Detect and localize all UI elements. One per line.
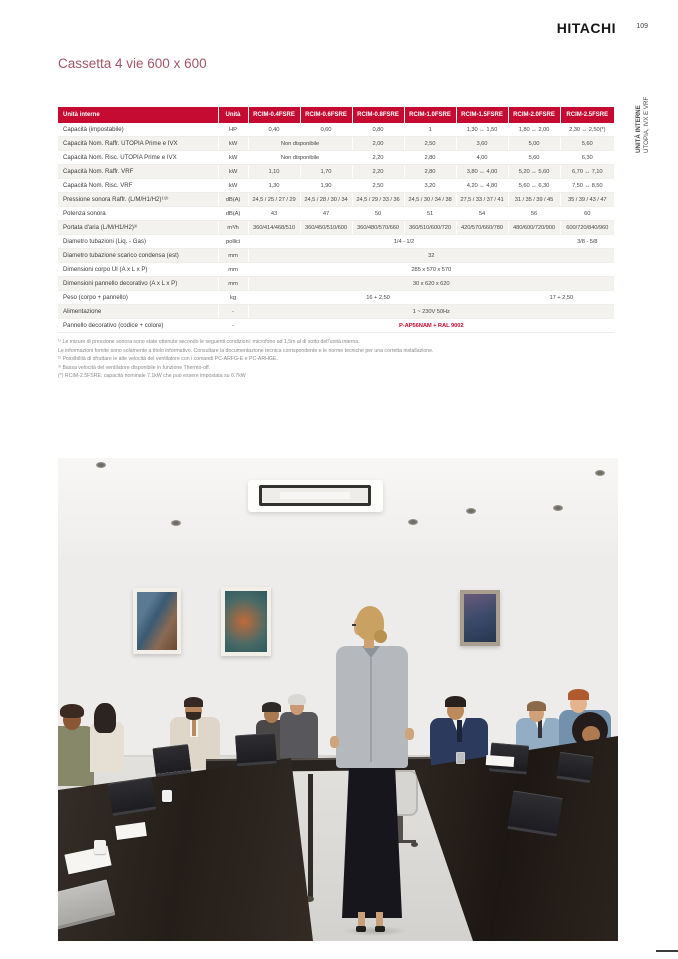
spec-row (58, 263, 614, 277)
spec-table (58, 107, 614, 333)
recessed-light-icon (595, 470, 605, 476)
spec-value: 54 (456, 207, 508, 221)
spec-value: 16 + 2,50 (248, 291, 508, 305)
spec-row (58, 291, 614, 305)
side-tab-line1: UNITÀ INTERNE (635, 105, 642, 153)
row-label: Diametro tubazione scarico condensa (est) (58, 249, 218, 263)
footnote-line: ¹⁾ Le misure di pressione sonora sono state ottenute secondo le seguenti condizioni: microfono ad 1,5m al di sotto dell'unità interna. (58, 339, 360, 345)
footnote-line: Le informazioni fornite sono solamente a titolo informativo. Consultare la documentazione tecnica corrispondente e le norme tecniche per una corretta installazione. (58, 347, 434, 354)
spec-value: 1,30 ↔ 1,50 (456, 123, 508, 137)
spec-value: 24,5 / 25 / 27 / 29 (248, 193, 300, 207)
spec-value: 17 + 2,50 (508, 291, 614, 305)
meeting-room-photo (58, 458, 618, 941)
footnote-line: ²⁾ Possibilità di sfruttare le alte velocità del ventilatore con i comandi PC-ARFG-E e PC-ARHGE. (58, 356, 278, 363)
spec-row (58, 305, 614, 319)
spec-value: 24,5 / 28 / 30 / 34 (300, 193, 352, 207)
spec-value: 2,80 (404, 151, 456, 165)
spec-value: Non disponibile (248, 151, 352, 165)
column-header-model: RCIM-1.0FSRE (404, 107, 456, 123)
column-header-model: RCIM-0.6FSRE (300, 107, 352, 123)
spec-row (58, 151, 614, 165)
spec-row (58, 165, 614, 179)
row-label: Potenza sonora (58, 207, 218, 221)
spec-value: 3,20 (404, 179, 456, 193)
spec-row (58, 319, 614, 333)
recessed-light-icon (466, 508, 476, 514)
spec-value: 3,80 ↔ 4,00 (456, 165, 508, 179)
page-title: Cassetta 4 vie 600 x 600 (58, 56, 207, 71)
row-unit: - (218, 319, 248, 333)
row-label: Peso (corpo + pannello) (58, 291, 218, 305)
laptop (152, 744, 191, 777)
recessed-light-icon (408, 519, 418, 525)
spec-value: 47 (300, 207, 352, 221)
spec-value: 360/450/510/600 (300, 221, 352, 235)
spec-value: 24,5 / 29 / 33 / 36 (352, 193, 404, 207)
row-label: Diametro tubazioni (Liq. - Gas) (58, 235, 218, 249)
laptop (556, 752, 593, 783)
spec-value: 2,00 (352, 137, 404, 151)
spec-row (58, 249, 614, 263)
wall-art (137, 592, 177, 650)
row-unit: kW (218, 151, 248, 165)
laptop (507, 790, 562, 836)
spec-value: 6,70 ↔ 7,10 (560, 165, 614, 179)
spec-value: 2,20 (352, 151, 404, 165)
spec-value: 1 ~ 230V 50Hz (248, 305, 614, 319)
spec-value: 35 / 39 / 43 / 47 (560, 193, 614, 207)
row-unit: kW (218, 179, 248, 193)
spec-value: 2,50 (404, 137, 456, 151)
hitachi-logo: HITACHI (556, 20, 616, 36)
spec-value: 3,60 (456, 137, 508, 151)
spec-value: 27,5 / 33 / 37 / 41 (456, 193, 508, 207)
footnote-line: (*) RCIM-2.5FSRE: capacità nominale 7.1kW che può essere impostata su 6.7kW (58, 373, 246, 380)
spec-table-body (58, 123, 614, 333)
row-label: Capacità Nom. Raffr. UTOPIA Prime e IVX (58, 137, 218, 151)
spec-value: 4,20 ↔ 4,80 (456, 179, 508, 193)
spec-value: 30 x 620 x 620 (248, 277, 614, 291)
floor-shadow (342, 926, 408, 936)
row-label: Capacità Nom. Risc. UTOPIA Prime e IVX (58, 151, 218, 165)
spec-value: 43 (248, 207, 300, 221)
spec-value: Non disponibile (248, 137, 352, 151)
wall-art (464, 594, 496, 642)
wall-art-frame (221, 587, 271, 656)
table-leg (308, 774, 313, 898)
spec-value: 5,60 (508, 151, 560, 165)
spec-value: 285 x 570 x 570 (248, 263, 614, 277)
spec-row (58, 235, 614, 249)
spec-row (58, 207, 614, 221)
recessed-light-icon (171, 520, 181, 526)
cassette-grille (259, 485, 371, 506)
row-unit: kW (218, 137, 248, 151)
spec-value: 1,30 (248, 179, 300, 193)
wall-art-frame (460, 590, 500, 646)
spec-value: 360/414/468/510 (248, 221, 300, 235)
spec-value: 6,30 (560, 151, 614, 165)
column-header-model: RCIM-2.5FSRE (560, 107, 614, 123)
spec-table-header-row (58, 107, 614, 123)
column-header: Unità interne (58, 107, 218, 123)
row-unit: HP (218, 123, 248, 137)
row-unit: m³/h (218, 221, 248, 235)
spec-row (58, 221, 614, 235)
spec-value: 420/570/660/780 (456, 221, 508, 235)
spec-value: 0,80 (352, 123, 404, 137)
row-label: Capacità (impostabile) (58, 123, 218, 137)
side-tab-line2: UTOPIA, IVX E VRF (642, 96, 650, 153)
column-header: Unità (218, 107, 248, 123)
spec-value: 3/8 - 5/8 (560, 235, 614, 249)
spec-value: 5,60 ↔ 6,30 (508, 179, 560, 193)
spec-value: 2,30 ↔ 2,50(*) (560, 123, 614, 137)
footnote-line: ³⁾ Bassa velocità del ventilatore disponibile in funzione Thermo-off. (58, 364, 211, 371)
spec-value: 51 (404, 207, 456, 221)
spec-value: 360/480/570/660 (352, 221, 404, 235)
row-label: Dimensioni pannello decorativo (A x L x P) (58, 277, 218, 291)
spec-value: 2,20 (352, 165, 404, 179)
row-label: Pannello decorativo (codice + colore) (58, 319, 218, 333)
row-label: Portata d'aria (L/M/H1/H2)³⁾ (58, 221, 218, 235)
water-glass (456, 752, 465, 764)
row-unit: dB(A) (218, 207, 248, 221)
row-unit: kW (218, 165, 248, 179)
spec-value: 1/4 - 1/2 (248, 235, 560, 249)
spec-value: 1,70 (300, 165, 352, 179)
row-label: Capacità Nom. Risc. VRF (58, 179, 218, 193)
column-header-model: RCIM-1.5FSRE (456, 107, 508, 123)
spec-value: 1,10 (248, 165, 300, 179)
coffee-mug (162, 790, 172, 802)
spec-value: P-AP56NAM + RAL 9002 (248, 319, 614, 333)
spec-row (58, 137, 614, 151)
spec-value: 480/600/720/900 (508, 221, 560, 235)
row-label: Dimensioni corpo UI (A x L x P) (58, 263, 218, 277)
spec-value: 360/510/600/720 (404, 221, 456, 235)
spec-value: 600/720/840/960 (560, 221, 614, 235)
laptop (108, 777, 157, 816)
spec-value: 7,50 ↔ 8,50 (560, 179, 614, 193)
spec-value: 0,60 (300, 123, 352, 137)
row-unit: - (218, 305, 248, 319)
row-unit: mm (218, 249, 248, 263)
spec-value: 56 (508, 207, 560, 221)
spec-row (58, 123, 614, 137)
row-unit: mm (218, 277, 248, 291)
row-unit: kg (218, 291, 248, 305)
spec-row (58, 179, 614, 193)
spec-row (58, 193, 614, 207)
ceiling-cassette-unit (248, 480, 383, 512)
column-header-model: RCIM-0.8FSRE (352, 107, 404, 123)
row-label: Pressione sonora Raffr. (L/M/H1/H2)¹⁾²⁾ (58, 193, 218, 207)
spec-value: 31 / 35 / 39 / 45 (508, 193, 560, 207)
spec-row (58, 277, 614, 291)
spec-value: 32 (248, 249, 614, 263)
page-corner-mark (656, 950, 678, 952)
footnotes (58, 338, 598, 381)
spec-value: 4,00 (456, 151, 508, 165)
wall-art (225, 591, 267, 652)
recessed-light-icon (553, 505, 563, 511)
spec-value: 60 (560, 207, 614, 221)
paper-sheet (486, 755, 515, 767)
row-label: Alimentazione (58, 305, 218, 319)
section-side-tab (635, 57, 653, 153)
ceiling (58, 458, 618, 558)
spec-value: 0,40 (248, 123, 300, 137)
laptop (235, 733, 277, 767)
spec-value: 5,60 (560, 137, 614, 151)
recessed-light-icon (96, 462, 106, 468)
spec-value: 5,20 ↔ 5,60 (508, 165, 560, 179)
row-unit: dB(A) (218, 193, 248, 207)
row-label: Capacità Nom. Raffr. VRF (58, 165, 218, 179)
coffee-mug (94, 840, 106, 854)
row-unit: mm (218, 263, 248, 277)
spec-value: 2,50 (352, 179, 404, 193)
spec-value: 1 (404, 123, 456, 137)
spec-value: 50 (352, 207, 404, 221)
column-header-model: RCIM-0.4FSRE (248, 107, 300, 123)
column-header-model: RCIM-2.0FSRE (508, 107, 560, 123)
spec-value: 1,80 ↔ 2,00 (508, 123, 560, 137)
spec-value: 1,90 (300, 179, 352, 193)
spec-value: 5,00 (508, 137, 560, 151)
row-unit: pollici (218, 235, 248, 249)
page-number: 109 (636, 23, 648, 30)
standing-presenter (328, 608, 418, 941)
spec-value: 24,5 / 30 / 34 / 38 (404, 193, 456, 207)
spec-value: 2,80 (404, 165, 456, 179)
wall-art-frame (133, 588, 181, 654)
